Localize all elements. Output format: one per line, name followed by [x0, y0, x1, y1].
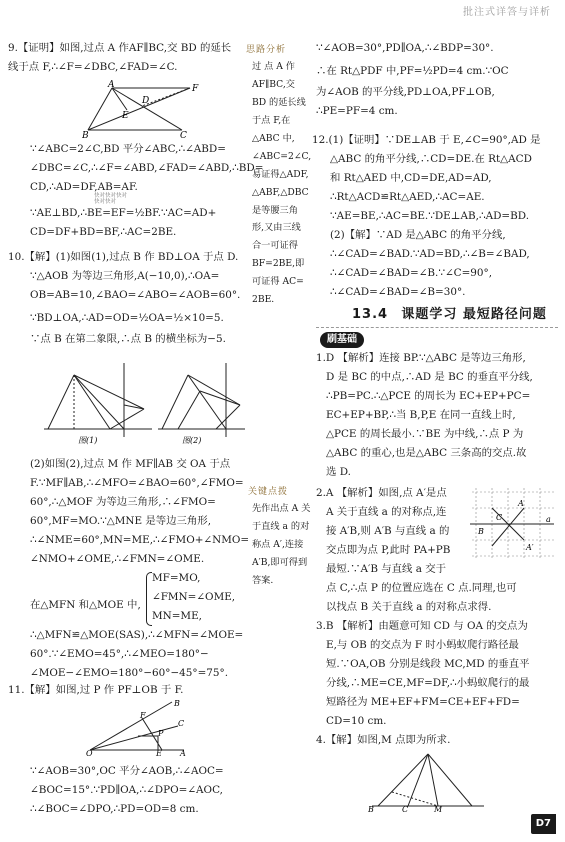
q2-line-2: A 关于直线 a 的对称点,连: [326, 505, 447, 518]
svg-text:C: C: [178, 719, 185, 728]
p10-line-5: ∵点 B 在第二象限,∴点 B 的横坐标为−5.: [30, 332, 226, 345]
note1-line-13: 可证得 AC=: [252, 276, 304, 288]
q2-tail: [326, 579, 560, 617]
ink-mark-line-1: 快对快对快对: [94, 193, 128, 199]
svg-text:B: B: [478, 527, 484, 536]
label-f: F: [192, 84, 199, 94]
section-number: 13.4: [352, 307, 389, 322]
fig2-caption: 图(2): [182, 436, 202, 445]
svg-text:A: A: [180, 749, 186, 758]
p10-line-4: ∵BD⊥OA,∴AD=OD=½OA=½×10=5.: [30, 311, 224, 324]
p9-body: [30, 140, 270, 197]
ink-mark-line-2: 快对快对: [94, 199, 117, 206]
p11-line-4: ∴∠BOC=∠DPO,∴PD=OD=8 cm.: [30, 802, 199, 815]
q3-block: [316, 617, 560, 731]
svg-text:A′: A′: [526, 543, 534, 552]
p12-line-9: ∴∠CAD=∠BAD=∠B=30°.: [330, 285, 466, 298]
p11-line-1: 11.【解】如图,过 P 作 PF⊥OB 于 F.: [8, 684, 184, 696]
note2-tag: [248, 482, 288, 501]
svg-text:O: O: [86, 749, 93, 758]
note1-line-10: 形,又由三线: [252, 222, 301, 234]
q4-line: 4.【解】如图,M 点即为所求.: [316, 734, 451, 746]
p10-line-3: OB=AB=10,∠BAO=∠ABO=∠AOB=60°.: [30, 288, 241, 301]
q2-line-1: 2.A 【解析】如图,点 A′是点: [316, 487, 447, 499]
p9-line-4: ∠DBC=∠C,∴∠F=∠ABD,∠FAD=∠ABD,∴BD=: [30, 161, 264, 174]
p11-figure: [86, 698, 186, 758]
p9-line-1: 9.【证明】如图,过点 A 作AF∥BC,交 BD 的延长: [8, 42, 232, 54]
p10-line-9: 60°,MF=MO.∵△MNE 是等边三角形,: [30, 514, 211, 527]
p12-line-3: 和 Rt△AED 中,CD=DE,AD=AD,: [330, 171, 492, 184]
p9-line-6: ∵AE⊥BD,∴BE=EF=½BF.∵AC=AD+: [30, 207, 217, 219]
p10-line-2: ∵△AOB 为等边三角形,A(−10,0),∴OA=: [30, 269, 220, 282]
q2-figure: [468, 486, 558, 564]
p10-sys-1: MF=MO,: [152, 572, 201, 584]
p10-block: [8, 248, 270, 349]
q4-figure: [368, 748, 488, 814]
q1-line-7: 选 D.: [326, 465, 351, 478]
label-a: A: [108, 80, 115, 90]
p12-line-1: 12.(1)【证明】∵DE⊥AB 于 E,∠C=90°,AD 是: [312, 134, 541, 146]
svg-text:P: P: [158, 729, 164, 738]
q2-line-7: 以找点 B 关于直线 a 的对称点求得.: [326, 600, 492, 613]
p10-line-11: ∠NMO+∠OME,∴∠FMN=∠OME.: [30, 552, 205, 565]
note1-line-5: △ABC 中,: [252, 132, 295, 144]
note1-tag: [246, 40, 286, 59]
p12-line-7: ∴∠CAD=∠BAD.∵AD=BD,∴∠B=∠BAD,: [330, 247, 530, 260]
p11-line-2: ∵∠AOB=30°,OC 平分∠AOB,∴∠AOC=: [30, 765, 224, 777]
p9-tail: [30, 204, 270, 242]
q1-line-1: 1.D 【解析】连接 BP.∵△ABC 是等边三角形,: [316, 352, 526, 364]
right-top-line-3: 为∠AOB 的平分线,PD⊥OA,PF⊥OB,: [316, 85, 495, 98]
q1-line-6: △ABC 的重心,也是△ABC 三条高的交点.故: [326, 446, 527, 459]
q1-block: [316, 349, 560, 482]
note1-line-6: ∠ABC=2∠C,: [252, 150, 312, 162]
svg-text:B: B: [368, 805, 374, 814]
note1-line-12: BF=2BE,即: [252, 258, 305, 270]
p9-line-5: CD,∴AD=DF,AB=AF.: [30, 180, 138, 193]
q2-line-5: 最短.∵A′B 与直线 a 交于: [326, 562, 447, 575]
q3-line-1: 3.B 【解析】由题意可知 CD 与 OA 的交点为: [316, 620, 528, 632]
note1-line-2: AF∥BC,交: [252, 78, 295, 90]
note1-tag-label: 思路分析: [246, 45, 287, 55]
right-top-line-1: ∵∠AOB=30°,PD∥OA,∴∠BDP=30°.: [316, 42, 494, 54]
right-top: [316, 39, 558, 121]
q2-block: [316, 484, 486, 579]
p10-part3: [30, 626, 270, 683]
svg-text:a: a: [546, 515, 551, 524]
p10-line-14: 60°.∵∠EMO=45°,∴∠MEO=180°−: [30, 647, 209, 660]
note2: [252, 500, 310, 590]
svg-text:B: B: [174, 699, 180, 708]
label-b: B: [82, 131, 89, 140]
label-d: D: [142, 96, 150, 106]
page-header: 批注式详答与详析: [463, 7, 551, 18]
q2-line-3: 接 A′B,则 A′B 与直线 a 的: [326, 524, 450, 537]
note2-line-5: 答案.: [252, 574, 274, 586]
q3-line-5: 短路径为 ME+EF+FM=CE+EF+FD=: [326, 695, 520, 708]
p10-part2: [30, 455, 270, 569]
page-number: D7: [531, 814, 556, 834]
q2-line-4: 交点即为点 P,此时 PA+PB: [326, 543, 451, 556]
p12-block: [312, 131, 560, 301]
svg-text:M: M: [434, 805, 443, 814]
p12-line-5: ∵AE=BE,∴AC=BE.∵DE⊥AB,∴AD=BD.: [330, 209, 530, 222]
q1-line-2: D 是 BC 的中点,∴AD 是 BC 的垂直平分线,: [326, 370, 533, 383]
note1-line-9: 是等腰三角: [252, 204, 298, 216]
note1-line-14: 2BE.: [252, 294, 275, 306]
label-c: C: [180, 131, 187, 140]
note1-line-8: △ABF,△DBC: [252, 186, 309, 198]
note1-line-4: 于点 F,在: [252, 114, 291, 126]
p10-line-1: 10.【解】(1)如图(1),过点 B 作 BD⊥OA 于点 D.: [8, 251, 239, 263]
p10-figures: [40, 357, 250, 445]
note1-line-1: 过 点 A 作: [252, 61, 295, 72]
note2-line-1: 先作出点 A 关: [252, 503, 311, 514]
p10-line-6: (2)如图(2),过点 M 作 MF∥AB 交 OA 于点: [30, 458, 231, 470]
note1-line-3: BD 的延长线: [252, 96, 306, 108]
note2-line-4: A′B,即可得到: [252, 556, 308, 568]
p9-line-2: 线于点 F,∴∠F=∠DBC,∠FAD=∠C.: [8, 60, 178, 73]
right-top-line-2: ∴在 Rt△PDF 中,PF=½PD=4 cm.∵OC: [316, 64, 509, 77]
p9-line-3: ∵∠ABC=2∠C,BD 平分∠ABC,∴∠ABD=: [30, 143, 226, 155]
q1-line-5: △PCE 的周长最小.∵BE 为中线,∴点 P 为: [326, 427, 524, 440]
svg-text:C: C: [496, 513, 503, 522]
svg-text:F: F: [140, 711, 146, 720]
p10-line-13: ∴△MFN≌△MOE(SAS),∴∠MFN=∠MOE=: [30, 629, 244, 641]
p11-line-3: ∠BOC=15°.∵PD∥OA,∴∠DPO=∠AOC,: [30, 783, 223, 796]
right-top-line-4: ∴PE=PF=4 cm.: [316, 104, 398, 117]
p12-line-8: ∴∠CAD=∠BAD=∠B.∵∠C=90°,: [330, 266, 493, 279]
q1-line-4: EC+EP+BP,∴当 B,P,E 在同一直线上时,: [326, 408, 516, 421]
p10-sys-3: MN=ME,: [152, 609, 202, 622]
section-divider: [316, 327, 558, 328]
pill-badge-label: 刷基础: [320, 332, 364, 348]
q3-line-3: 短.∵OA,OB 分别是线段 MC,MD 的垂直平: [326, 657, 530, 670]
p10-line-8: 60°,∴△MOF 为等边三角形,∴∠FMO=: [30, 495, 216, 508]
note2-line-2: 于直线 a 的对: [252, 520, 310, 532]
p11-body: [30, 762, 270, 819]
p10-line-12: 在△MFN 和△MOE 中,: [30, 599, 141, 611]
q3-line-4: 分线,∴ME=CE,MF=DF,∴小蚂蚁爬行的最: [326, 676, 530, 689]
p10-line-7: F.∵MF∥AB,∴∠MFO=∠BAO=60°,∠FMO=: [30, 476, 244, 489]
note1: [252, 58, 311, 309]
p9-line-7: CD=DF+BD=BF,∴AC=2BE.: [30, 225, 177, 238]
p12-line-6: (2)【解】∵AD 是△ABC 的角平分线,: [330, 228, 506, 241]
note2-line-3: 称点 A′,连接: [252, 538, 304, 550]
q3-line-2: E,与 OB 的交点为 F 时小蚂蚁爬行路径最: [326, 638, 519, 651]
q3-line-6: CD=10 cm.: [326, 714, 387, 727]
fig1-caption: 图(1): [78, 436, 98, 445]
p9-figure: [82, 80, 214, 140]
p12-line-2: △ABC 的角平分线,∴CD=DE.在 Rt△ACD: [330, 152, 532, 165]
p10-line-10: ∴∠NME=60°,MN=ME,∴∠FMO+∠NMO=: [30, 533, 250, 546]
p10-sys-2: ∠FMN=∠OME,: [152, 590, 236, 603]
q2-line-6: 点 C,∴点 P 的位置应选在 C 点.同理,也可: [326, 582, 517, 594]
p12-line-4: ∴Rt△ACD≌Rt△AED,∴AC=AE.: [330, 190, 485, 203]
label-e: E: [122, 111, 129, 121]
section-title-text: 课题学习 最短路径问题: [401, 307, 547, 322]
note1-line-7: 易证得△ADF,: [252, 168, 309, 180]
left-column: [8, 39, 270, 77]
svg-text:E: E: [156, 749, 162, 758]
note1-line-11: 合一可证得: [252, 240, 298, 252]
note2-tag-label: 关键点拨: [248, 487, 289, 497]
q1-line-3: ∴PB=PC.∴△PCE 的周长为 EC+EP+PC=: [326, 389, 531, 402]
p10-line-15: ∠MOE−∠EMO=180°−60°−45°=75°.: [30, 666, 229, 679]
section-title: [352, 303, 547, 327]
svg-text:C: C: [402, 805, 409, 814]
pill-badge: [320, 330, 364, 349]
svg-text:A: A: [518, 499, 524, 508]
